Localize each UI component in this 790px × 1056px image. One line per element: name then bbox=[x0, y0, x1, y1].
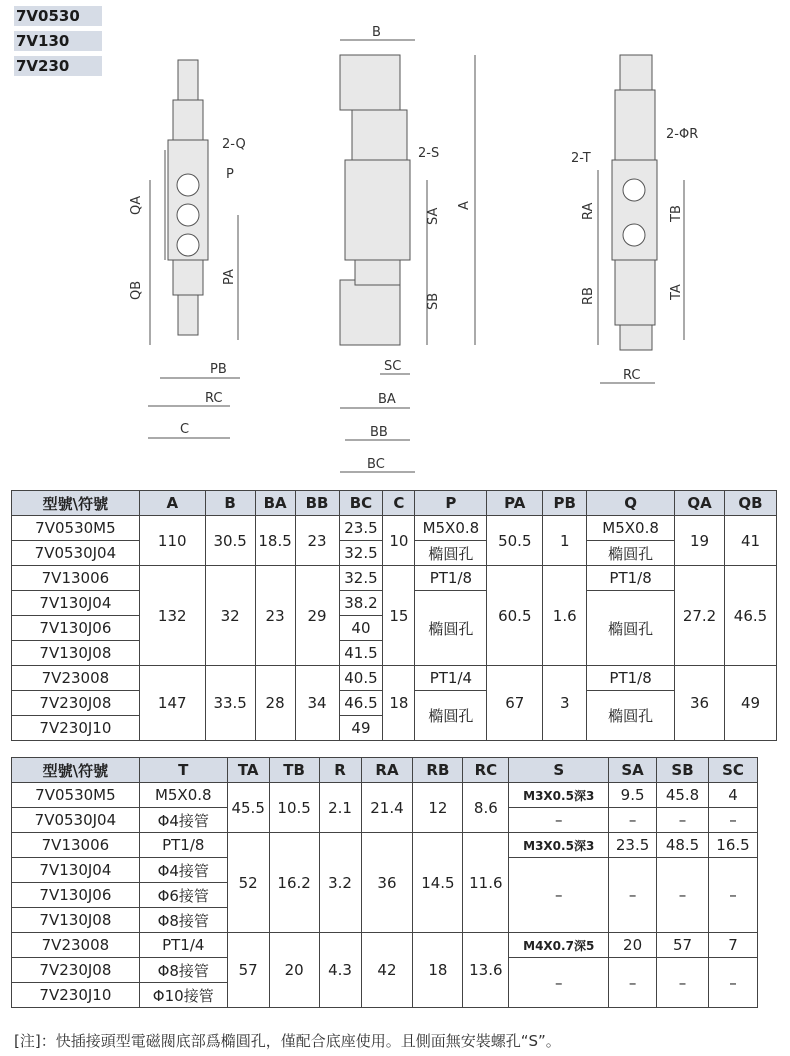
table-cell: – bbox=[708, 958, 757, 1008]
table-cell: 42 bbox=[361, 933, 413, 1008]
table-cell: 18 bbox=[383, 666, 415, 741]
table-header-cell: S bbox=[509, 758, 609, 783]
table-cell: 16.2 bbox=[269, 833, 319, 933]
table-cell: PT1/8 bbox=[139, 833, 227, 858]
dimension-label: RC bbox=[205, 391, 223, 406]
table-cell: 11.6 bbox=[463, 833, 509, 933]
front-view-drawing bbox=[148, 60, 240, 438]
table-cell: 41 bbox=[724, 516, 776, 566]
table-header-cell: RA bbox=[361, 758, 413, 783]
table-header-cell: SB bbox=[657, 758, 709, 783]
series-label-7v0530: 7V0530 bbox=[14, 6, 102, 26]
table-cell: 橢圓孔 bbox=[415, 591, 487, 666]
table-cell: 3 bbox=[543, 666, 587, 741]
table-cell: 46.5 bbox=[724, 566, 776, 666]
table-cell: Φ6接管 bbox=[139, 883, 227, 908]
dimension-label: SC bbox=[384, 359, 402, 374]
table-cell: 18 bbox=[413, 933, 463, 1008]
table-row bbox=[12, 933, 758, 958]
table-cell: 45.8 bbox=[657, 783, 709, 808]
table-row bbox=[12, 566, 777, 591]
dimension-label: BA bbox=[378, 392, 396, 407]
table-cell: – bbox=[609, 808, 657, 833]
table-cell: M5X0.8 bbox=[139, 783, 227, 808]
table-cell: 15 bbox=[383, 566, 415, 666]
table-cell: 橢圓孔 bbox=[587, 541, 675, 566]
table-cell: 40 bbox=[339, 616, 383, 641]
table-cell: 7V230J10 bbox=[12, 716, 140, 741]
table-cell: 16.5 bbox=[708, 833, 757, 858]
series-label-7v130: 7V130 bbox=[14, 31, 102, 51]
table-cell: PT1/8 bbox=[587, 566, 675, 591]
table-cell: 40.5 bbox=[339, 666, 383, 691]
table-row bbox=[12, 783, 758, 808]
table-cell: 7V230J08 bbox=[12, 958, 140, 983]
table-cell: 20 bbox=[609, 933, 657, 958]
dimension-label: P bbox=[226, 167, 234, 182]
table-cell: – bbox=[609, 958, 657, 1008]
table-cell: – bbox=[708, 858, 757, 933]
table-cell: 橢圓孔 bbox=[415, 541, 487, 566]
table-cell: M5X0.8 bbox=[415, 516, 487, 541]
table-cell: 7V0530M5 bbox=[12, 516, 140, 541]
table-header-cell: TA bbox=[227, 758, 269, 783]
table-cell: 19 bbox=[675, 516, 725, 566]
table-cell: 12 bbox=[413, 783, 463, 833]
table-cell: 57 bbox=[227, 933, 269, 1008]
dimension-label: RA bbox=[581, 202, 596, 220]
table-header-cell: 型號\符號 bbox=[12, 491, 140, 516]
table-header-cell: P bbox=[415, 491, 487, 516]
table-cell: 7V130J06 bbox=[12, 616, 140, 641]
table-cell: 10 bbox=[383, 516, 415, 566]
table-cell: 橢圓孔 bbox=[587, 591, 675, 666]
table-row bbox=[12, 516, 777, 541]
table-cell: 4 bbox=[708, 783, 757, 808]
dimension-label: TA bbox=[669, 284, 684, 300]
table-cell: 60.5 bbox=[487, 566, 543, 666]
table-cell: Φ10接管 bbox=[139, 983, 227, 1008]
table-cell: PT1/4 bbox=[415, 666, 487, 691]
table-cell: 7V13006 bbox=[12, 833, 140, 858]
table-cell: Φ4接管 bbox=[139, 858, 227, 883]
table-cell: – bbox=[657, 858, 709, 933]
table-cell: 34 bbox=[295, 666, 339, 741]
dimension-label: PB bbox=[210, 362, 227, 377]
table-cell: 67 bbox=[487, 666, 543, 741]
table-header-cell: C bbox=[383, 491, 415, 516]
table-cell: 132 bbox=[139, 566, 205, 666]
table-cell: 7V230J08 bbox=[12, 691, 140, 716]
table-cell: 57 bbox=[657, 933, 709, 958]
table-cell: 13.6 bbox=[463, 933, 509, 1008]
table-cell: 18.5 bbox=[255, 516, 295, 566]
table-cell: 7V230J10 bbox=[12, 983, 140, 1008]
table-cell: 32 bbox=[205, 566, 255, 666]
table-cell: – bbox=[657, 958, 709, 1008]
table-cell: 50.5 bbox=[487, 516, 543, 566]
table-cell: – bbox=[509, 858, 609, 933]
table-cell: 49 bbox=[724, 666, 776, 741]
table-cell: Φ8接管 bbox=[139, 958, 227, 983]
table-cell: 23.5 bbox=[339, 516, 383, 541]
table-cell: 45.5 bbox=[227, 783, 269, 833]
dimension-label: B bbox=[372, 25, 381, 40]
dimension-label: QA bbox=[129, 195, 144, 215]
dimension-label: 2-S bbox=[418, 146, 440, 161]
table-header-cell: B bbox=[205, 491, 255, 516]
table-header-cell: R bbox=[319, 758, 361, 783]
table-cell: 3.2 bbox=[319, 833, 361, 933]
table-cell: 21.4 bbox=[361, 783, 413, 833]
table-cell: 38.2 bbox=[339, 591, 383, 616]
table-header-cell: A bbox=[139, 491, 205, 516]
table-cell: 46.5 bbox=[339, 691, 383, 716]
table-header-cell: T bbox=[139, 758, 227, 783]
table-cell: 33.5 bbox=[205, 666, 255, 741]
table-cell: 7V130J08 bbox=[12, 908, 140, 933]
table-cell: 7V0530J04 bbox=[12, 808, 140, 833]
footnote: [注]：快插接頭型電磁閥底部爲橢圓孔，僅配合底座使用。且側面無安裝螺孔“S”。 bbox=[14, 1032, 561, 1050]
table-cell: Φ8接管 bbox=[139, 908, 227, 933]
table-cell: 7V130J08 bbox=[12, 641, 140, 666]
table-cell: 8.6 bbox=[463, 783, 509, 833]
table-cell: – bbox=[708, 808, 757, 833]
table-cell: 1 bbox=[543, 516, 587, 566]
table-header-cell: TB bbox=[269, 758, 319, 783]
table-cell: – bbox=[657, 808, 709, 833]
dimension-table-2 bbox=[11, 757, 758, 1008]
dimension-label: 2-ΦR bbox=[666, 127, 699, 142]
table-header-cell: BA bbox=[255, 491, 295, 516]
table-cell: PT1/8 bbox=[587, 666, 675, 691]
dimension-label: TB bbox=[669, 205, 684, 222]
table1-header-row bbox=[12, 491, 777, 516]
table-cell: 23 bbox=[255, 566, 295, 666]
dimension-label: QB bbox=[129, 280, 144, 300]
table-cell: 橢圓孔 bbox=[587, 691, 675, 741]
dimension-label: BB bbox=[370, 425, 388, 440]
table-cell: 23.5 bbox=[609, 833, 657, 858]
table-cell: 147 bbox=[139, 666, 205, 741]
table-cell: 52 bbox=[227, 833, 269, 933]
table-header-cell: BC bbox=[339, 491, 383, 516]
table-cell: 32.5 bbox=[339, 566, 383, 591]
table-cell: PT1/4 bbox=[139, 933, 227, 958]
table-cell: 4.3 bbox=[319, 933, 361, 1008]
table-header-cell: PA bbox=[487, 491, 543, 516]
table-header-cell: QA bbox=[675, 491, 725, 516]
table-cell: – bbox=[509, 958, 609, 1008]
table-cell: Φ4接管 bbox=[139, 808, 227, 833]
dimension-table-1 bbox=[11, 490, 777, 741]
table-header-cell: BB bbox=[295, 491, 339, 516]
table-cell: 32.5 bbox=[339, 541, 383, 566]
table-cell: 23 bbox=[295, 516, 339, 566]
table-cell: 36 bbox=[675, 666, 725, 741]
table-header-cell: SA bbox=[609, 758, 657, 783]
table-row bbox=[12, 833, 758, 858]
dimension-label: SB bbox=[426, 292, 441, 310]
dimension-label: PA bbox=[222, 269, 237, 285]
table-cell: 110 bbox=[139, 516, 205, 566]
table-cell: 7 bbox=[708, 933, 757, 958]
table-cell: 7V13006 bbox=[12, 566, 140, 591]
dimension-label: 2-T bbox=[571, 151, 591, 166]
dimension-label: RB bbox=[581, 287, 596, 305]
table-cell: M4X0.7深5 bbox=[509, 933, 609, 958]
series-label-7v230: 7V230 bbox=[14, 56, 102, 76]
dimension-label: 2-Q bbox=[222, 137, 246, 152]
table-header-cell: Q bbox=[587, 491, 675, 516]
table-cell: 30.5 bbox=[205, 516, 255, 566]
table-cell: M3X0.5深3 bbox=[509, 783, 609, 808]
dimension-label: BC bbox=[367, 457, 385, 472]
table-cell: 29 bbox=[295, 566, 339, 666]
table-cell: 20 bbox=[269, 933, 319, 1008]
table-cell: 9.5 bbox=[609, 783, 657, 808]
dimension-label: RC bbox=[623, 368, 641, 383]
table-cell: 41.5 bbox=[339, 641, 383, 666]
table-cell: 36 bbox=[361, 833, 413, 933]
table-cell: 1.6 bbox=[543, 566, 587, 666]
table-header-cell: RC bbox=[463, 758, 509, 783]
dimension-label: C bbox=[180, 422, 190, 437]
table-cell: PT1/8 bbox=[415, 566, 487, 591]
table-header-cell: 型號\符號 bbox=[12, 758, 140, 783]
table-cell: 7V130J04 bbox=[12, 858, 140, 883]
table-cell: – bbox=[609, 858, 657, 933]
table-cell: 7V0530M5 bbox=[12, 783, 140, 808]
table-cell: M5X0.8 bbox=[587, 516, 675, 541]
side-view-drawing bbox=[340, 40, 475, 472]
table-cell: 橢圓孔 bbox=[415, 691, 487, 741]
table-cell: 14.5 bbox=[413, 833, 463, 933]
table-header-cell: RB bbox=[413, 758, 463, 783]
table-cell: 27.2 bbox=[675, 566, 725, 666]
dimension-label: A bbox=[457, 201, 472, 210]
table-row bbox=[12, 666, 777, 691]
table-cell: 7V23008 bbox=[12, 666, 140, 691]
table-cell: 2.1 bbox=[319, 783, 361, 833]
table-cell: – bbox=[509, 808, 609, 833]
table-cell: 7V0530J04 bbox=[12, 541, 140, 566]
dimension-drawings bbox=[0, 0, 790, 490]
dimension-label: SA bbox=[426, 207, 441, 225]
table-cell: 7V130J06 bbox=[12, 883, 140, 908]
table-cell: M3X0.5深3 bbox=[509, 833, 609, 858]
table-header-cell: PB bbox=[543, 491, 587, 516]
table-cell: 7V23008 bbox=[12, 933, 140, 958]
table-cell: 48.5 bbox=[657, 833, 709, 858]
table-header-cell: SC bbox=[708, 758, 757, 783]
table2-header-row bbox=[12, 758, 758, 783]
table-cell: 10.5 bbox=[269, 783, 319, 833]
table-cell: 7V130J04 bbox=[12, 591, 140, 616]
table-cell: 28 bbox=[255, 666, 295, 741]
table-header-cell: QB bbox=[724, 491, 776, 516]
table-cell: 49 bbox=[339, 716, 383, 741]
